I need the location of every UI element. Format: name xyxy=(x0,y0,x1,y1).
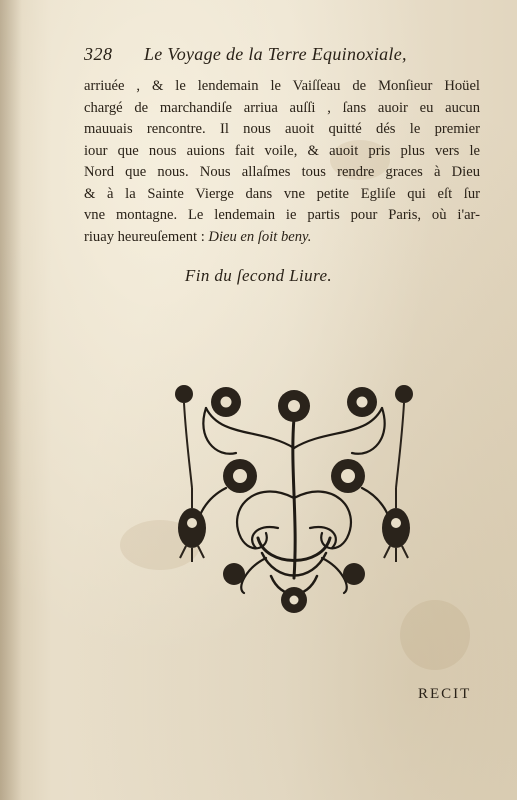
italic-blessing: Dieu en ſoit beny. xyxy=(208,228,312,245)
text-line: mauuais rencontre. Il nous auoit quitté dés le premier xyxy=(84,121,480,137)
text-line: iour que nous auions fait voile, & auoit pris plus vers le xyxy=(84,142,480,159)
floral-tailpiece-ornament xyxy=(166,378,422,616)
text-line: arriuée , & le lendemain le Vaiſſeau de Monſieur Hoüel xyxy=(84,78,480,94)
running-title: Le Voyage de la Terre Equinoxiale, xyxy=(144,44,407,64)
text-line: vne montagne. Le lendemain ie partis pour Paris, où i'ar- xyxy=(84,207,480,223)
text-line-last xyxy=(84,227,480,249)
end-of-book-title: Fin du ſecond Liure. xyxy=(184,266,333,285)
last-line-text: riuay heureuſement : xyxy=(84,228,209,245)
text-line: chargé de marchandiſe arriua auſſi , ſans auoir eu aucun xyxy=(84,99,480,116)
text-line: Nord que nous. Nous allaſmes tous rendre graces à Dieu xyxy=(84,164,480,180)
text-line: & à la Sainte Vierge dans vne petite Egliſe qui eſt ſur xyxy=(84,185,480,202)
page-header xyxy=(84,44,484,72)
gutter-shadow xyxy=(0,0,22,800)
catchword: RECIT xyxy=(418,686,472,702)
page-number: 328 xyxy=(84,44,113,64)
body-text xyxy=(84,76,480,248)
